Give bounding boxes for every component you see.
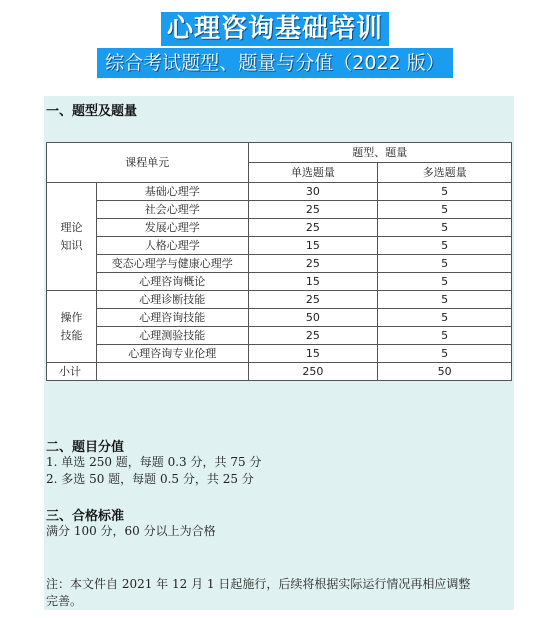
subtotal-label: 小计 xyxy=(47,363,97,381)
multi-count: 5 xyxy=(378,309,512,327)
table-row xyxy=(47,309,512,327)
multi-count: 5 xyxy=(378,291,512,309)
course-name: 基础心理学 xyxy=(96,183,248,201)
document-title: 心理咨询基础培训 xyxy=(161,12,389,46)
title-block xyxy=(0,12,550,46)
section1-heading: 一、题型及题量 xyxy=(46,104,138,119)
score-item: 1. 单选 250 题，每题 0.3 分，共 75 分 xyxy=(46,455,262,469)
course-name: 社会心理学 xyxy=(96,201,248,219)
table-row xyxy=(47,255,512,273)
single-count: 25 xyxy=(248,219,378,237)
single-count: 25 xyxy=(248,327,378,345)
section2-heading: 二、题目分值 xyxy=(46,440,125,455)
course-name: 心理咨询技能 xyxy=(96,309,248,327)
course-name: 心理咨询概论 xyxy=(96,273,248,291)
subtitle-block xyxy=(0,48,550,78)
subtotal-multi: 50 xyxy=(378,363,512,381)
pass-standard-text: 满分 100 分，60 分以上为合格 xyxy=(46,524,216,538)
multi-count: 5 xyxy=(378,345,512,363)
subtotal-blank xyxy=(96,363,248,381)
table-row xyxy=(47,273,512,291)
table-row xyxy=(47,327,512,345)
multi-count: 5 xyxy=(378,201,512,219)
course-name: 心理测验技能 xyxy=(96,327,248,345)
document-subtitle: 综合考试题型、题量与分值（2022 版） xyxy=(97,48,452,78)
single-count: 15 xyxy=(248,237,378,255)
subtotal-row xyxy=(47,363,512,381)
table-row xyxy=(47,345,512,363)
single-count: 25 xyxy=(248,201,378,219)
table-header-multi: 多选题量 xyxy=(378,163,512,183)
multi-count: 5 xyxy=(378,327,512,345)
table-header-single: 单选题量 xyxy=(248,163,378,183)
group-label-theory: 理论 知识 xyxy=(47,183,97,291)
multi-count: 5 xyxy=(378,273,512,291)
single-count: 15 xyxy=(248,273,378,291)
multi-count: 5 xyxy=(378,237,512,255)
score-item: 2. 多选 50 题，每题 0.5 分，共 25 分 xyxy=(46,472,254,486)
course-name: 人格心理学 xyxy=(96,237,248,255)
single-count: 25 xyxy=(248,255,378,273)
single-count: 30 xyxy=(248,183,378,201)
table-header-unit: 课程单元 xyxy=(47,143,249,183)
table-row xyxy=(47,201,512,219)
single-count: 50 xyxy=(248,309,378,327)
group-label-skills: 操作 技能 xyxy=(47,291,97,363)
single-count: 15 xyxy=(248,345,378,363)
multi-count: 5 xyxy=(378,183,512,201)
course-name: 变态心理学与健康心理学 xyxy=(96,255,248,273)
section3-heading: 三、合格标准 xyxy=(46,509,125,524)
table-row xyxy=(47,237,512,255)
table-row xyxy=(47,291,512,309)
course-name: 心理诊断技能 xyxy=(96,291,248,309)
question-count-table xyxy=(46,142,512,381)
table-row xyxy=(47,219,512,237)
table-row xyxy=(47,183,512,201)
table-header-type: 题型、题量 xyxy=(248,143,511,163)
subtotal-single: 250 xyxy=(248,363,378,381)
multi-count: 5 xyxy=(378,255,512,273)
course-name: 心理咨询专业伦理 xyxy=(96,345,248,363)
single-count: 25 xyxy=(248,291,378,309)
note-line-2: 完善。 xyxy=(46,594,83,608)
note-line-1: 注：本文件自 2021 年 12 月 1 日起施行，后续将根据实际运行情况再相应调整 xyxy=(46,577,471,591)
multi-count: 5 xyxy=(378,219,512,237)
course-name: 发展心理学 xyxy=(96,219,248,237)
